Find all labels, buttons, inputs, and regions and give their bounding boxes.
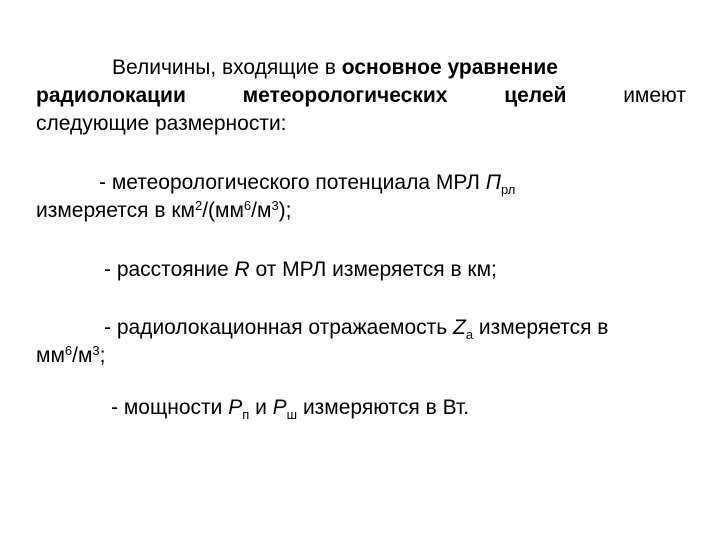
exponent: 6 [64,343,73,358]
power-symbol-1: P [228,396,243,419]
reflectivity-unit-text: мм [36,344,65,367]
distance-line [36,256,686,284]
intro-text: Величины, входящие в [112,56,342,79]
intro-word: целей [504,84,567,107]
intro-word: метеорологических [242,84,448,107]
intro-line-2 [36,82,686,110]
exponent: 6 [243,198,252,213]
power-symbol-2-sub: ш [286,407,298,422]
reflectivity-text: - радиолокационная отражаемость [104,316,454,339]
potential-symbol-sub: рл [501,182,516,197]
power-text: - мощности [111,396,229,419]
reflectivity-line-2 [36,342,686,370]
potential-unit-text: /(мм [202,199,244,222]
power-paragraph [36,394,686,422]
potential-text: - метеорологического потенциала МРЛ [99,171,486,194]
exponent: 3 [271,198,279,213]
potential-symbol: П [485,171,501,194]
potential-unit-text: измеряется в км [36,199,195,222]
reflectivity-text: измеряется в [473,316,609,339]
reflectivity-symbol-sub: a [465,327,474,342]
power-line [36,394,686,422]
reflectivity-unit-text: /м [72,344,93,367]
reflectivity-line-1 [36,314,686,342]
intro-word: радиолокации [36,84,186,107]
potential-line-2 [36,197,686,225]
intro-line-3: следующие размерности: [36,112,287,135]
power-symbol-1-sub: п [242,407,250,422]
potential-unit-text: ); [278,199,292,222]
distance-paragraph [36,256,686,284]
intro-line-1 [36,54,686,82]
intro-word: имеют [623,84,686,107]
distance-text: от МРЛ измеряется в км; [249,258,497,281]
potential-paragraph [36,169,686,225]
reflectivity-unit-text: ; [99,344,106,367]
reflectivity-paragraph [36,314,686,370]
intro-paragraph [36,54,686,138]
exponent: 2 [194,198,203,213]
power-symbol-2: P [272,396,287,419]
power-text: и [249,396,273,419]
reflectivity-symbol: Z [453,316,466,339]
distance-symbol: R [234,258,250,281]
intro-bold-text: основное уравнение [341,56,558,79]
potential-unit-text: /м [251,199,272,222]
exponent: 3 [92,343,100,358]
distance-text: - расстояние [104,258,235,281]
power-text: измеряются в Вт. [297,396,470,419]
potential-line-1 [36,169,686,197]
